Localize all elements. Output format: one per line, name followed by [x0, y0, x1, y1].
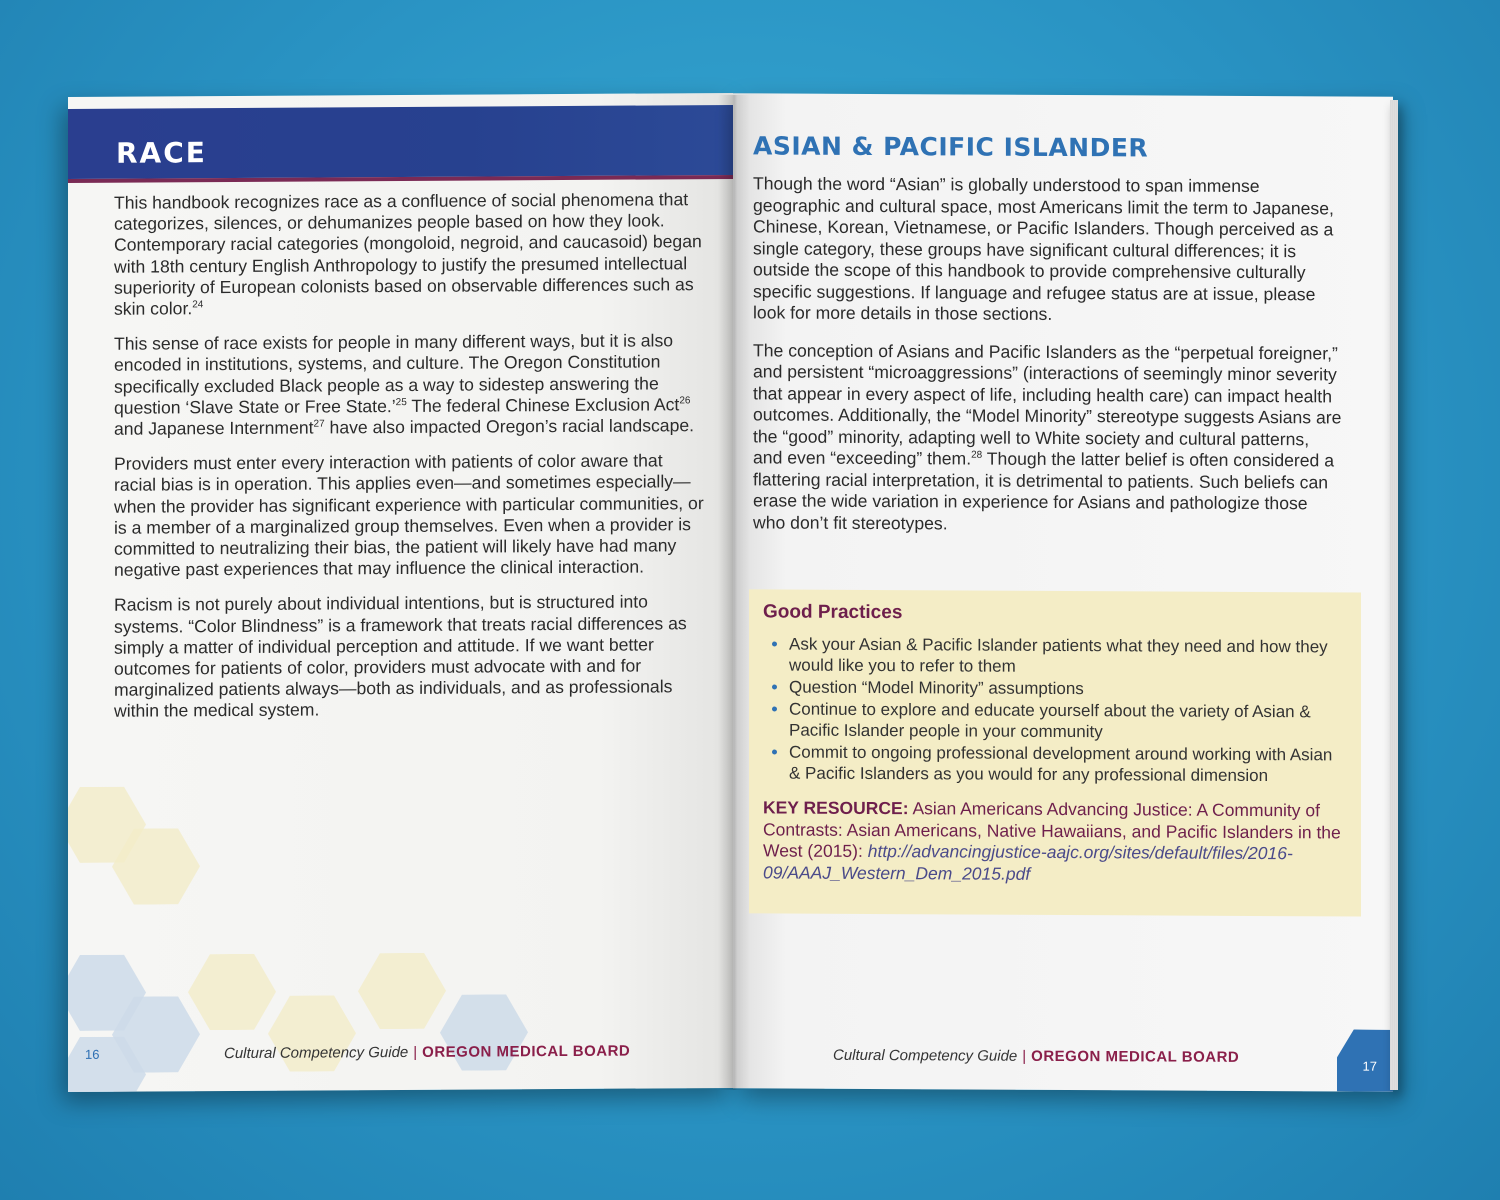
board-name: OREGON MEDICAL BOARD: [1031, 1047, 1240, 1066]
guide-name: Cultural Competency Guide: [833, 1046, 1018, 1065]
guide-name: Cultural Competency Guide: [224, 1043, 409, 1063]
list-item: • Continue to explore and educate yourself about the variety of Asian & Pacific Islander people in your community: [789, 699, 1347, 744]
page-title: RACE: [116, 136, 207, 170]
paragraph: This handbook recognizes race as a confluence of social phenomena that categorizes, silences, or dehumanizes people based on how they look. Contemporary racial categories (mongoloid, negroid, and caucasoid) began with 18th century English Anthropology to justify the presumed intellectual superiority of European colonists based on observable differences such as skin color.$^{24}$: [114, 189, 702, 319]
footer-text: [833, 1047, 1239, 1066]
right-footer: [733, 1028, 1393, 1091]
paragraph: The conception of Asians and Pacific Islanders as the “perpetual foreigner,” and persistent “microaggressions” (interactions of seemingly minor severity that appear in every aspect of life, including health care) can impact health outcomes. Additionally, the “Model Minority” stereotype suggests Asians are the “good” minority, adapting well to White society and cultural patterns, and even “exceeding” them.$^{28}$ Though the latter belief is often considered a flattering racial interpretation, it is detrimental to patients. Such beliefs can erase the wide variation in experience for Asians and pathologize those who don’t fit stereotypes.: [753, 339, 1342, 533]
good-practices-box: [749, 589, 1361, 916]
list-item: • Ask your Asian & Pacific Islander patients what they need and how they would like you to refer to them: [789, 634, 1347, 679]
hexagon-decoration: [188, 954, 276, 1031]
right-body-text: [753, 173, 1343, 552]
left-page: [68, 93, 733, 1092]
footnote-ref: 26: [679, 395, 691, 407]
board-name: OREGON MEDICAL BOARD: [422, 1042, 631, 1061]
left-body-text: [114, 189, 704, 736]
paragraph: Though the word “Asian” is globally understood to span immense geographic and cultural space, most Americans limit the term to Japanese, Chinese, Korean, Vietnamese, or Pacific Islanders. Though perceived as a single category, these groups have significant cultural differences; it is outside the scope of this handbook to provide comprehensive culturally specific suggestions. If language and refugee status are at issue, please look for more details in those sections.: [753, 173, 1334, 324]
key-resource: [763, 797, 1347, 886]
page-number: 17: [1362, 1058, 1377, 1074]
footer-separator: |: [413, 1043, 418, 1061]
footer-separator: |: [1022, 1047, 1027, 1065]
footnote-ref: 24: [192, 299, 204, 311]
page-edges: [1390, 100, 1398, 1090]
list-item: • Question “Model Minority” assumptions: [789, 677, 1347, 701]
page-number: 16: [85, 1046, 100, 1062]
paragraph: This sense of race exists for people in many different ways, but it is also encoded in institutions, systems, and culture. The Oregon Constitution specifically excluded Black people as a way to sidestep answering the question ‘Slave State or Free State.’$^{25}$ The federal Chinese Exclusion Act$^{26}$ and Japanese Internment$^{27}$ have also impacted Oregon’s racial landscape.: [114, 330, 695, 439]
paragraph: Providers must enter every interaction with patients of color aware that racial bias is in operation. This applies even—and sometimes especially—when the provider has significant experience with particular communities, or is a member of a marginalized group themselves. Even when a provider is committed to neutralizing their bias, the patient will likely have had many negative past experiences that may influence the clinical interaction.: [114, 450, 704, 581]
hexagon-decoration: [358, 953, 446, 1030]
right-page: [733, 93, 1393, 1091]
list-item: • Commit to ongoing professional development around working with Asian & Pacific Islanders as you would for any professional dimension: [789, 742, 1347, 787]
footnote-ref: 25: [395, 396, 407, 408]
footer-text: [224, 1043, 630, 1062]
left-footer: [68, 1028, 733, 1092]
footnote-ref: 27: [313, 418, 325, 430]
key-resource-link[interactable]: http://advancingjustice-aajc.org/sites/default/files/2016-09/AAAJ_Western_Dem_2015.pdf: [763, 840, 1293, 884]
footnote-ref: 28: [971, 449, 983, 461]
good-practices-list: [763, 633, 1347, 786]
key-resource-text: Asian Americans Advancing Justice: A Community of Contrasts: Asian Americans, Native Hawaiians, and Pacific Islanders in the West (2015):: [763, 798, 1341, 861]
good-practices-heading: Good Practices: [763, 601, 903, 624]
paragraph: Racism is not purely about individual intentions, but is structured into systems. “Color Blindness” is a framework that treats racial differences as simply a matter of individual perception and attitude. If we want better outcomes for patients of color, providers must advocate with and for marginalized patients always—both as individuals, and as professionals within the medical system.: [114, 591, 687, 722]
header-band: [68, 105, 733, 179]
section-title: ASIAN & PACIFIC ISLANDER: [753, 131, 1149, 163]
key-resource-label: KEY RESOURCE:: [763, 797, 909, 819]
